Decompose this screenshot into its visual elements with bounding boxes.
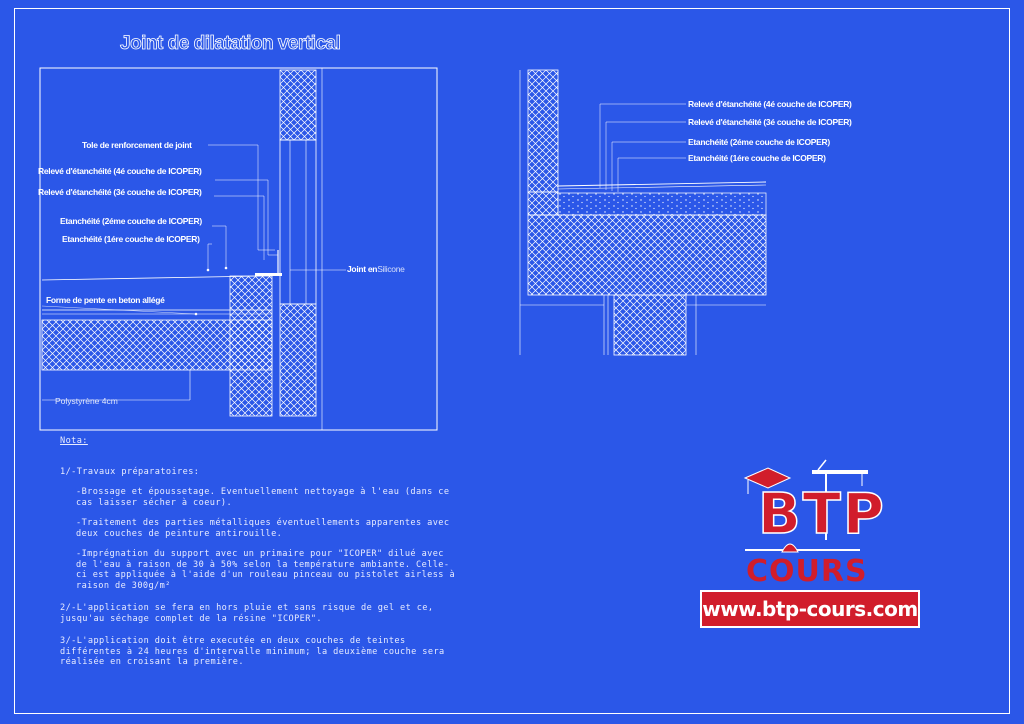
right-label-etancheite-2: Etanchéité (2éme couche de ICOPER) bbox=[688, 137, 830, 147]
logo-url-banner[interactable] bbox=[700, 590, 920, 628]
btp-cours-logo bbox=[700, 462, 920, 638]
label-releve-4: Relevé d'étanchéité (4é couche de ICOPER) bbox=[38, 166, 202, 176]
label-etancheite-1: Etanchéité (1ére couche de ICOPER) bbox=[62, 234, 200, 244]
logo-url: www.btp-cours.com bbox=[702, 597, 918, 621]
notes-section-1: 1/-Travaux préparatoires: bbox=[60, 466, 200, 477]
beam bbox=[614, 295, 686, 355]
drawing-title: Joint de dilatation vertical bbox=[120, 33, 341, 54]
notes-section-1b: -Traitement des parties métalliques éventuellements apparentes avec deux couches de peinture antirouille. bbox=[76, 518, 450, 539]
notes-heading: Nota: bbox=[60, 436, 88, 446]
wall-block-bottom bbox=[280, 304, 316, 416]
forme-de-pente-beton bbox=[558, 193, 766, 215]
label-joint bbox=[347, 264, 405, 274]
right-label-releve-3: Relevé d'étanchéité (3é couche de ICOPER) bbox=[688, 117, 852, 127]
notes-section-2: 2/-L'application se fera en hors pluie et sans risque de gel et ce, jusqu'au séchage complet de la résine "ICOPER". bbox=[60, 603, 434, 624]
left-detail-drawing bbox=[40, 68, 437, 430]
logo-letters: BTP bbox=[758, 482, 886, 547]
label-polystyrene: Polystyrène 4cm bbox=[55, 396, 118, 406]
label-forme-de-pente: Forme de pente en beton allégé bbox=[46, 295, 165, 305]
label-tole-renforcement: Tole de renforcement de joint bbox=[82, 140, 192, 150]
right-label-releve-4: Relevé d'étanchéité (4é couche de ICOPER) bbox=[688, 99, 852, 109]
parapet-wall bbox=[528, 70, 558, 192]
label-etancheite-2: Etanchéité (2éme couche de ICOPER) bbox=[60, 216, 202, 226]
label-joint-prefix: Joint en bbox=[347, 264, 378, 274]
logo-word: COURS bbox=[746, 554, 868, 589]
roof-slab bbox=[528, 215, 766, 295]
notes-section-3: 3/-L'application doit être executée en deux couches de teintes différentes à 24 heures d'intervalle minimum; la deuxième couche sera réalisée en croisant la première. bbox=[60, 636, 445, 667]
right-label-etancheite-1: Etanchéité (1ére couche de ICOPER) bbox=[688, 153, 826, 163]
right-detail-drawing bbox=[520, 70, 766, 355]
slab-beam bbox=[230, 276, 272, 416]
label-joint-material: Silicone bbox=[377, 264, 405, 274]
notes-section-1c: -Imprégnation du support avec un primaire pour "ICOPER" dilué avec de l'eau à raison de 30 à 50% selon la température ambiante. Celle-ci est appliquée à l'aide d'un rouleau pinceau ou pistolet airless à raison de 300g/m² bbox=[76, 549, 456, 591]
label-releve-3: Relevé d'étanchéité (3é couche de ICOPER) bbox=[38, 187, 202, 197]
notes-section-1a: -Brossage et époussetage. Eventuellement nettoyage à l'eau (dans ce cas laisser sécher à coeur). bbox=[76, 487, 450, 508]
notes-block bbox=[60, 436, 460, 668]
joint-void bbox=[280, 140, 316, 304]
wall-block-top bbox=[280, 70, 316, 140]
